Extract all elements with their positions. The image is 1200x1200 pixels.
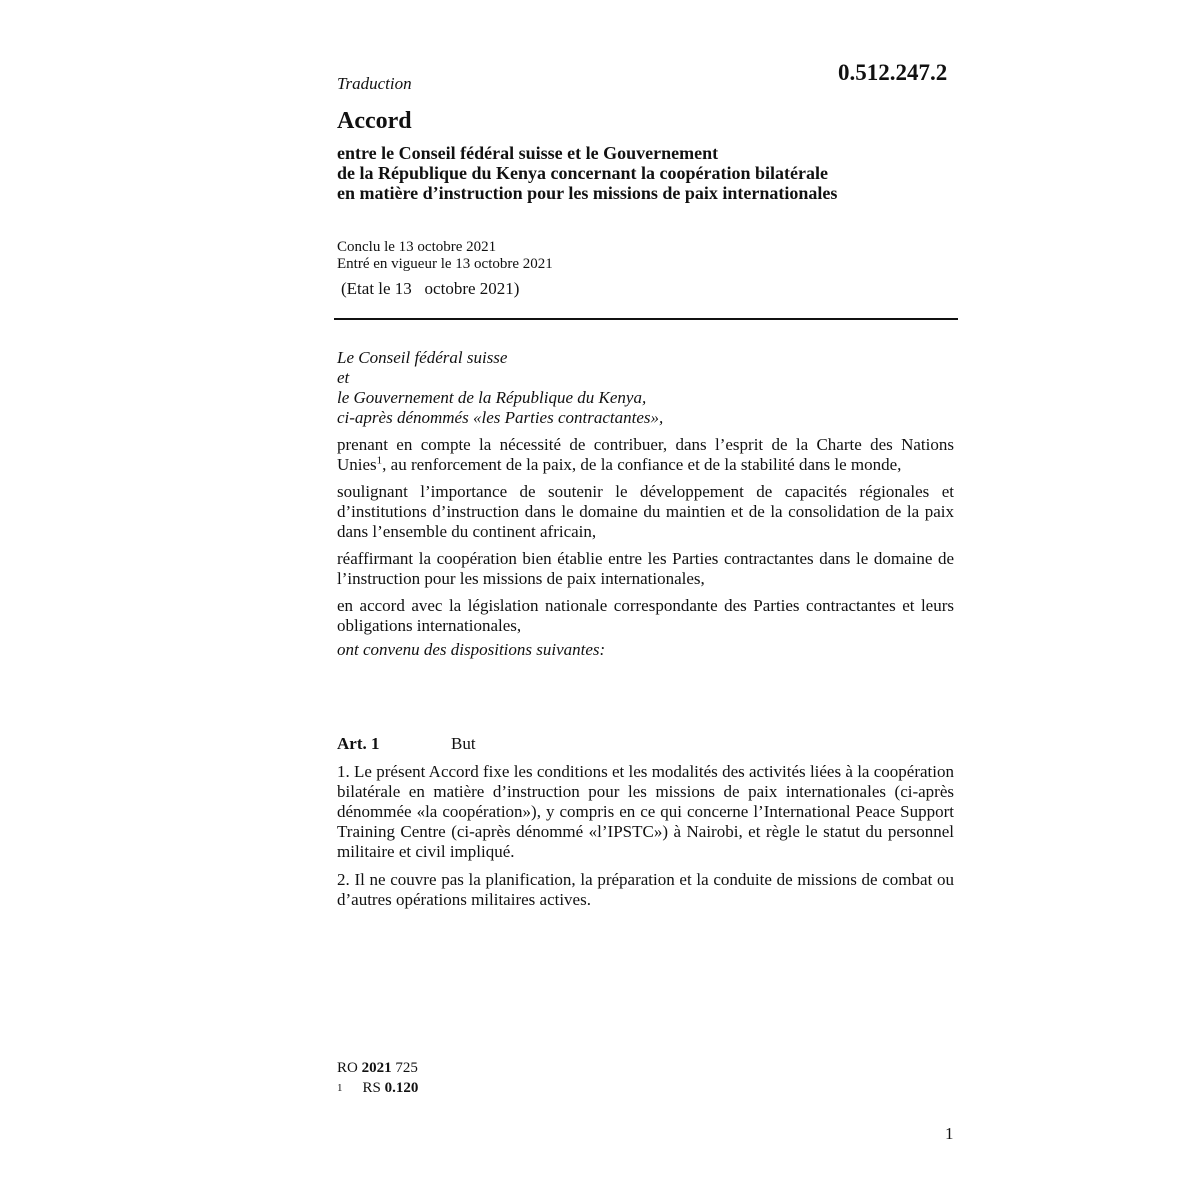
article-paragraph: 1. Le présent Accord fixe les conditions et les modalités des activités liées à la coopération bilatérale en matière d’instruction pour les missions de paix internationales (ci-après dénommée «la coopération»), y compris en ce qui concerne l’International Peace Support Training Centre (ci-après dénommé «l’IPSTC») à Nairobi, et règle le statut du personnel militaire et civil impliqué. bbox=[337, 762, 954, 861]
parties-line: le Gouvernement de la République du Kenya, bbox=[337, 388, 647, 407]
state-date: (Etat le 13 octobre 2021) bbox=[341, 279, 520, 298]
document-number: 0.512.247.2 bbox=[838, 60, 948, 85]
ro-page: 725 bbox=[391, 1060, 418, 1076]
footnote-mark: 1 bbox=[337, 1082, 343, 1094]
parties-line: ci-après dénommés «les Parties contractantes», bbox=[337, 408, 664, 427]
header-divider bbox=[334, 318, 958, 320]
footnotes bbox=[337, 1058, 418, 1098]
article-paragraph: 2. Il ne couvre pas la planification, la préparation et la conduite de missions de combat ou d’autres opérations militaires actives. bbox=[337, 870, 954, 909]
article-title: But bbox=[451, 734, 476, 753]
rs-prefix: RS bbox=[362, 1080, 385, 1096]
footnote-reference[interactable]: 1 bbox=[376, 454, 383, 467]
preamble-clause: réaffirmant la coopération bien établie entre les Parties contractantes dans le domaine de l’instruction pour les missions de paix internationales, bbox=[337, 549, 954, 588]
subtitle-line: de la République du Kenya concernant la coopération bilatérale bbox=[337, 163, 829, 183]
ro-reference bbox=[337, 1058, 418, 1078]
agreement-clause: ont convenu des dispositions suivantes: bbox=[337, 640, 606, 659]
subtitle-line: en matière d’instruction pour les missions de paix internationales bbox=[337, 183, 838, 203]
ro-year: 2021 bbox=[361, 1060, 392, 1076]
rs-number: 0.120 bbox=[384, 1080, 419, 1096]
preamble-clause: soulignant l’importance de soutenir le développement de capacités régionales et d’institutions d’instruction dans le domaine du maintien et de la consolidation de la paix dans l’ensemble du continent africain, bbox=[337, 482, 954, 541]
ro-prefix: RO bbox=[337, 1060, 362, 1076]
document-dates bbox=[337, 239, 553, 273]
concluded-date: Conclu le 13 octobre 2021 bbox=[337, 239, 497, 255]
contracting-parties bbox=[337, 348, 954, 428]
document-subtitle bbox=[337, 143, 977, 203]
preamble bbox=[337, 348, 954, 660]
preamble-clause: en accord avec la législation nationale correspondante des Parties contractantes et leurs obligations internationales, bbox=[337, 596, 954, 635]
translation-label: Traduction bbox=[337, 74, 412, 93]
subtitle-line: entre le Conseil fédéral suisse et le Gouvernement bbox=[337, 143, 719, 163]
footnote-1 bbox=[337, 1078, 418, 1098]
parties-line: Le Conseil fédéral suisse bbox=[337, 348, 508, 367]
document-title: Accord bbox=[337, 108, 412, 134]
clause-text: , au renforcement de la paix, de la confiance et de la stabilité dans le monde, bbox=[382, 455, 902, 474]
parties-line: et bbox=[337, 368, 350, 387]
article-heading bbox=[337, 734, 476, 754]
page-number: 1 bbox=[945, 1124, 954, 1143]
article-number: Art. 1 bbox=[337, 734, 380, 753]
preamble-clause bbox=[337, 435, 954, 475]
clause-text: prenant en compte la nécessité de contribuer, dans l’esprit de la Charte des Nations Unies bbox=[337, 435, 954, 474]
in-force-date: Entré en vigueur le 13 octobre 2021 bbox=[337, 256, 553, 272]
article-body bbox=[337, 762, 954, 910]
